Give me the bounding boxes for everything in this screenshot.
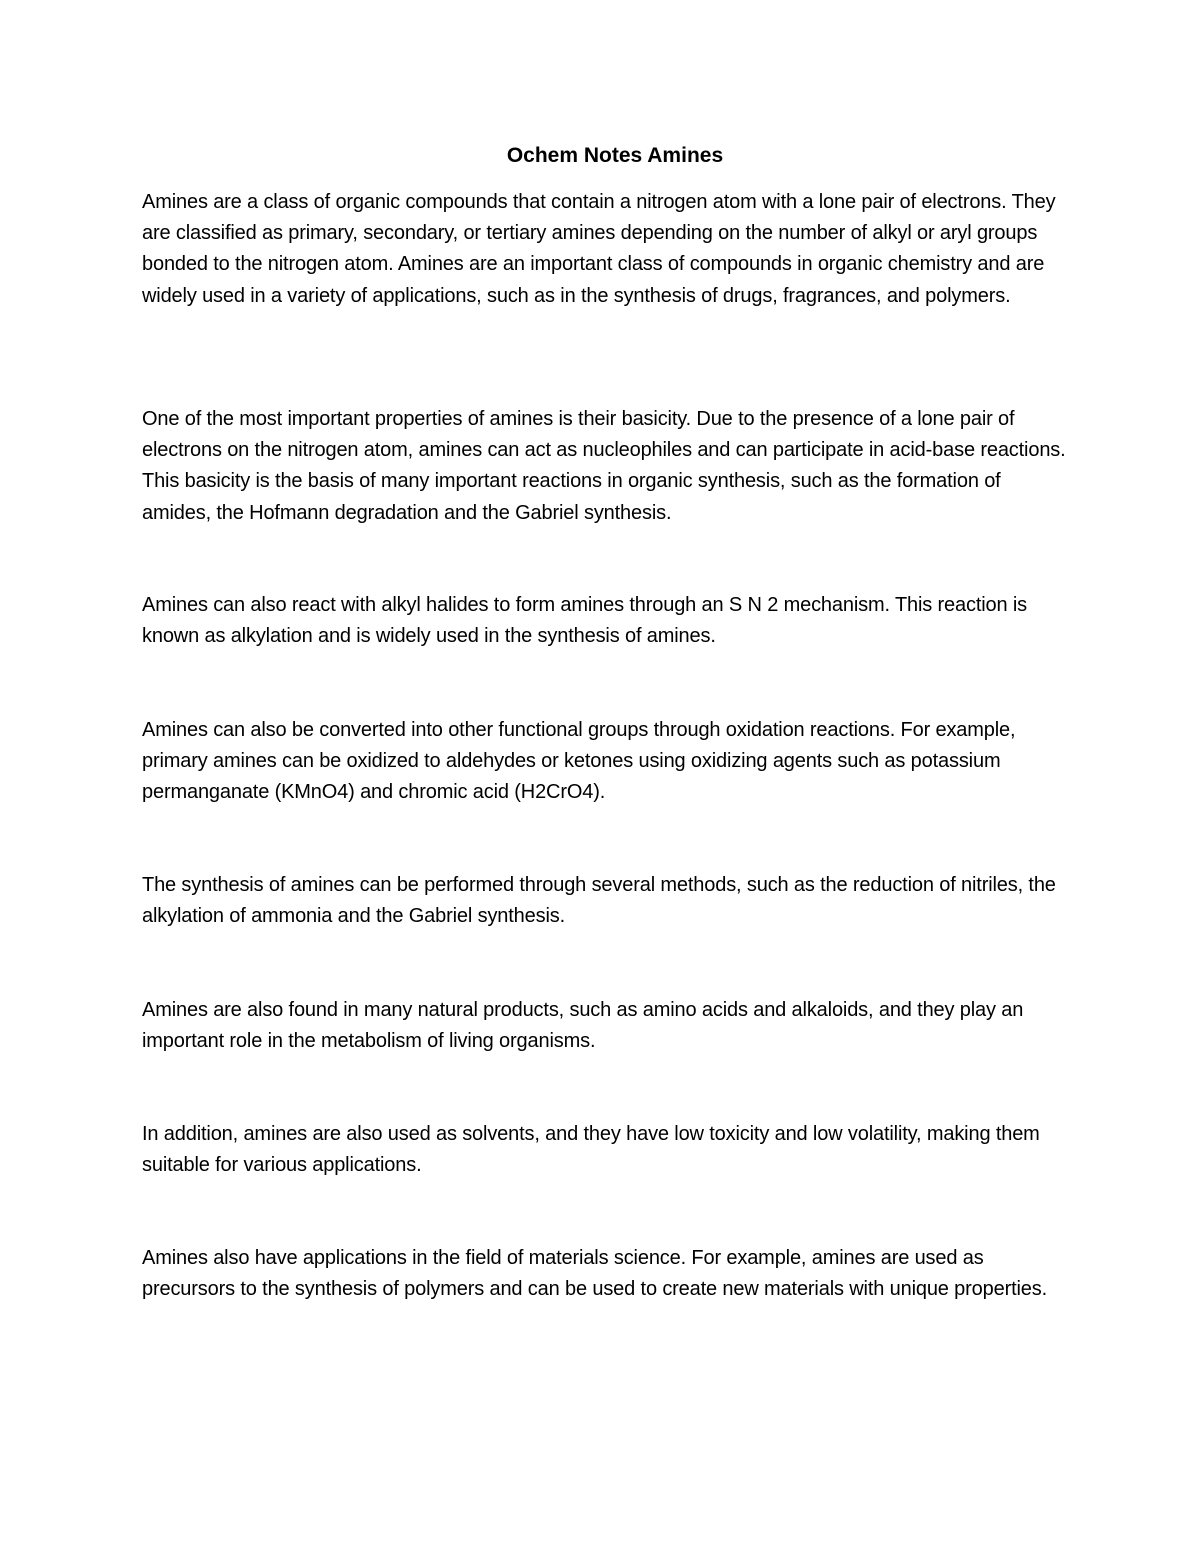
paragraph-solvents: In addition, amines are also used as solvents, and they have low toxicity and low volatility, making them suitable for various applications.: [142, 1123, 1040, 1177]
paragraph-alkylation: Amines can also react with alkyl halides to form amines through an S N 2 mechanism. This reaction is known as alkylation and is widely used in the synthesis of amines.: [142, 594, 1028, 648]
document-title: Ochem Notes Amines: [506, 144, 724, 167]
paragraph-basicity: One of the most important properties of amines is their basicity. Due to the presence of a lone pair of electrons on the nitrogen atom, amines can act as nucleophiles and can participate in acid-base reactions. This basicity is the basis of many important reactions in organic synthesis, such as the formation of amides, the Hofmann degradation and the Gabriel synthesis.: [142, 408, 1066, 524]
paragraph-intro: Amines are a class of organic compounds that contain a nitrogen atom with a lone pair of electrons. They are classified as primary, secondary, or tertiary amines depending on the number of alkyl or aryl groups bonded to the nitrogen atom. Amines are an important class of compounds in organic chemistry and are widely used in a variety of applications, such as in the synthesis of drugs, fragrances, and polymers.: [142, 191, 1056, 307]
paragraph-materials-science: Amines also have applications in the field of materials science. For example, amines are used as precursors to the synthesis of polymers and can be used to create new materials with unique properties.: [142, 1247, 1048, 1301]
paragraph-synthesis: The synthesis of amines can be performed through several methods, such as the reduction of nitriles, the alkylation of ammonia and the Gabriel synthesis.: [142, 874, 1056, 928]
paragraph-oxidation: Amines can also be converted into other functional groups through oxidation reactions. For example, primary amines can be oxidized to aldehydes or ketones using oxidizing agents such as potassium permanganate (KMnO4) and chromic acid (H2CrO4).: [142, 719, 1016, 804]
paragraph-natural-products: Amines are also found in many natural products, such as amino acids and alkaloids, and they play an important role in the metabolism of living organisms.: [142, 999, 1024, 1053]
